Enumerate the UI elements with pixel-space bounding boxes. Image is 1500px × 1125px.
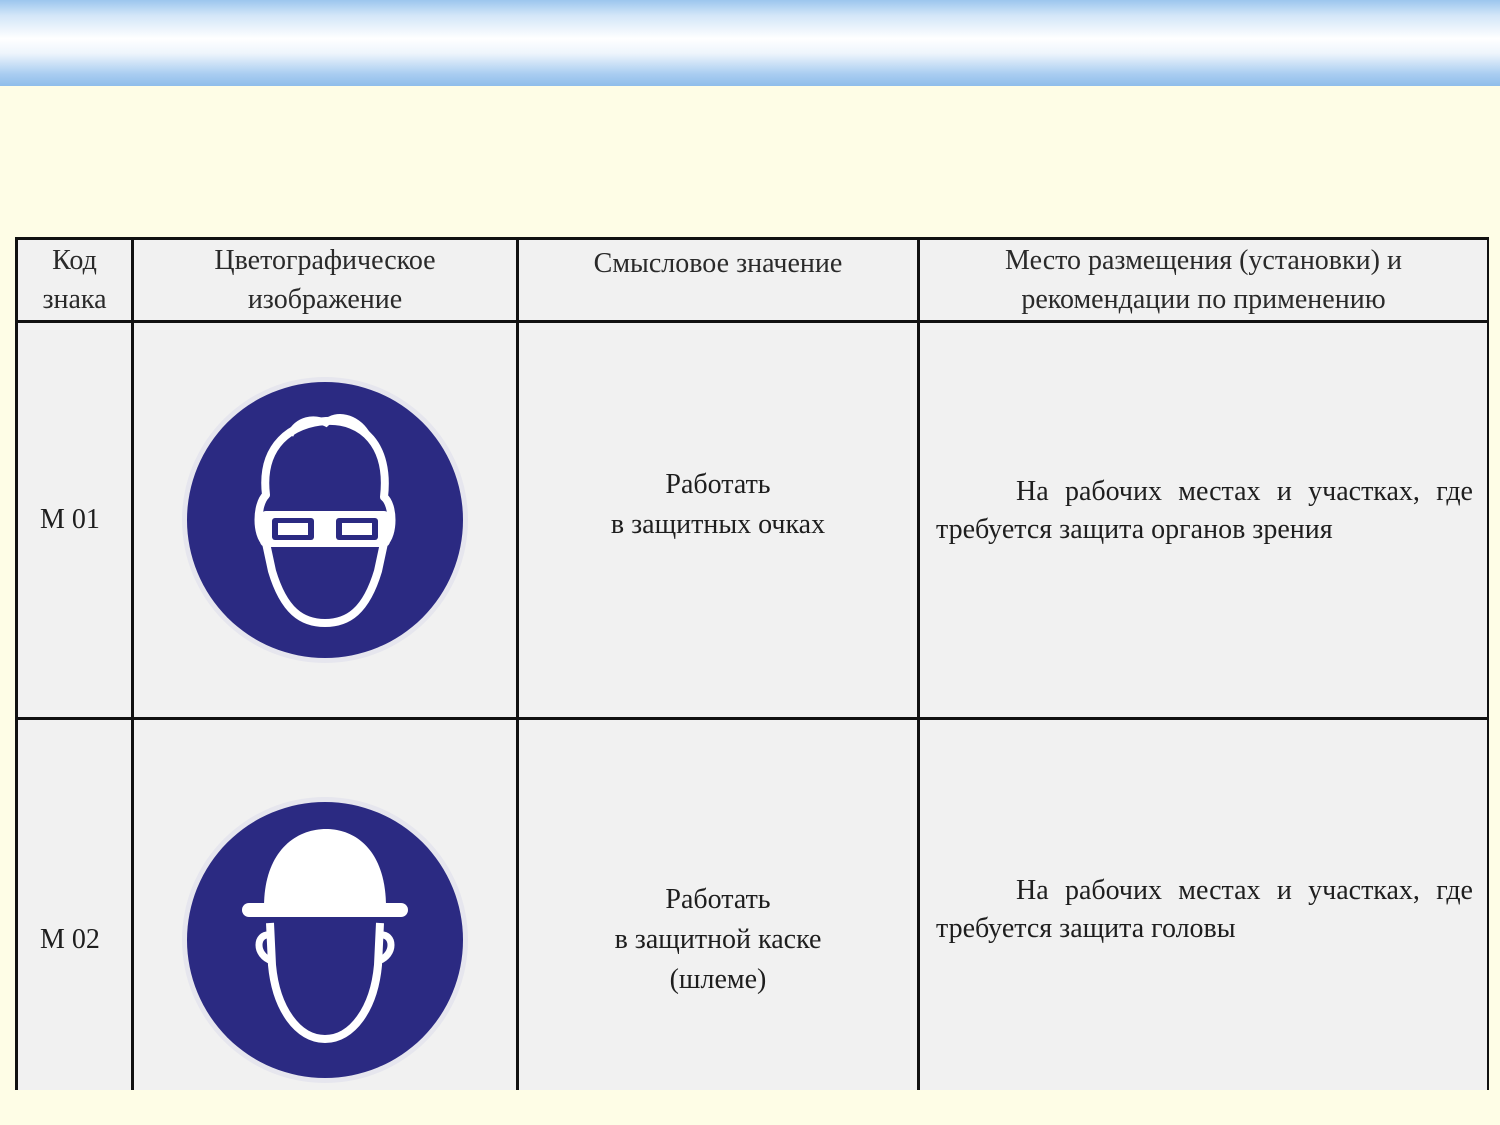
sign-meaning: Работать в защитной каске (шлеме) bbox=[518, 719, 919, 1091]
signs-table bbox=[15, 237, 1489, 1090]
header-banner bbox=[0, 0, 1500, 86]
signs-table-container bbox=[15, 237, 1489, 1090]
sign-placement: На рабочих местах и участках, где требуется защита головы bbox=[919, 719, 1489, 1091]
sign-image-cell bbox=[133, 322, 518, 719]
table-row bbox=[17, 322, 1489, 719]
header-meaning: Смысловое значение bbox=[518, 239, 919, 322]
sign-image-cell bbox=[133, 719, 518, 1091]
sign-code: М 02 bbox=[17, 719, 133, 1091]
header-image: Цветографическое изображение bbox=[133, 239, 518, 322]
header-code: Код знака bbox=[17, 239, 133, 322]
sign-meaning: Работать в защитных очках bbox=[518, 322, 919, 719]
header-placement: Место размещения (установки) и рекомендации по применению bbox=[919, 239, 1489, 322]
table-header-row bbox=[17, 239, 1489, 322]
safety-helmet-sign-icon bbox=[134, 795, 516, 1085]
sign-placement: На рабочих местах и участках, где требуется защита органов зрения bbox=[919, 322, 1489, 719]
safety-goggles-sign-icon bbox=[134, 375, 516, 665]
sign-code: М 01 bbox=[17, 322, 133, 719]
table-row bbox=[17, 719, 1489, 1091]
